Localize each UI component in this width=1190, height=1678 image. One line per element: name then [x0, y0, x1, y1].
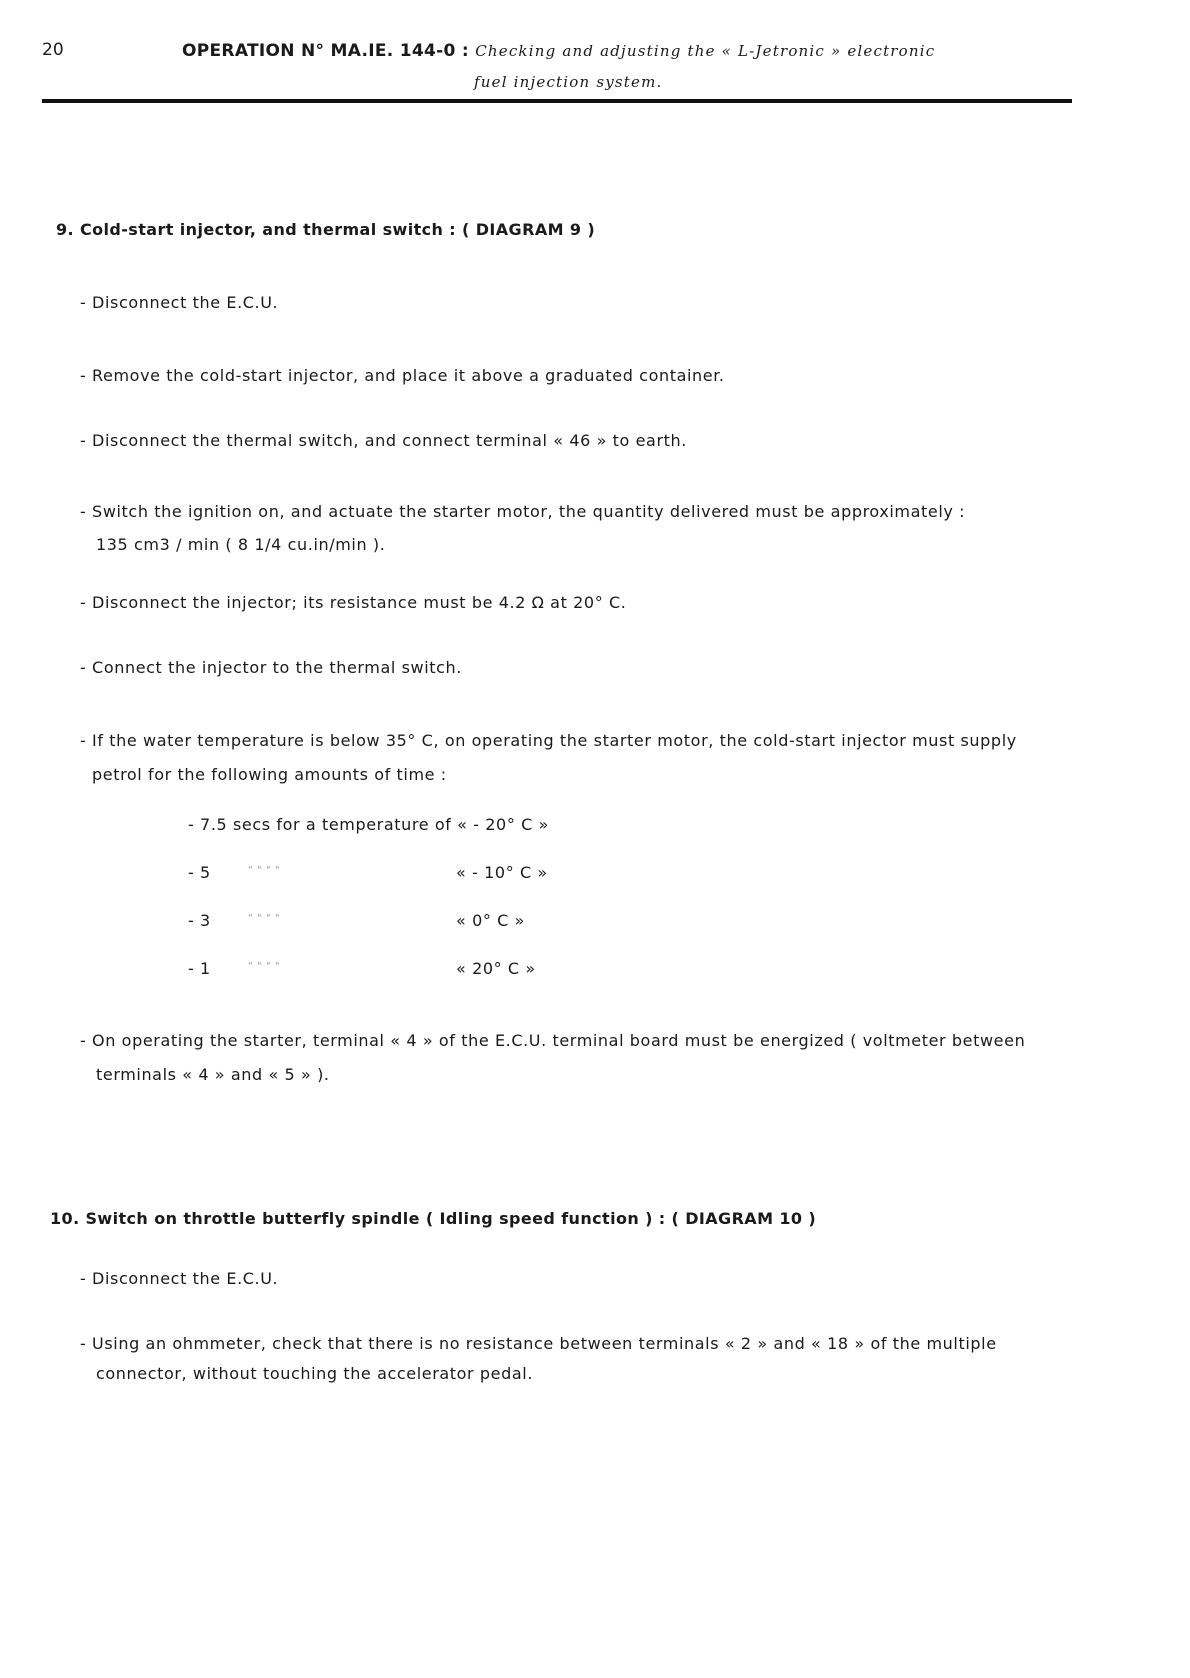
step-disconnect-ecu: - Disconnect the E.C.U. [80, 293, 279, 312]
timing-time: - 1 [188, 959, 211, 978]
step-disconnect-thermal-switch: - Disconnect the thermal switch, and connect terminal « 46 » to earth. [80, 431, 687, 450]
step-switch-ignition: - Switch the ignition on, and actuate the starter motor, the quantity delivered must be approximately : [80, 502, 966, 521]
timing-temperature: « - 10° C » [456, 863, 548, 882]
step-ecu-terminal-cont: terminals « 4 » and « 5 » ). [96, 1065, 330, 1084]
step-ohmmeter-check-cont: connector, without touching the accelerator pedal. [96, 1364, 533, 1383]
step-connect-injector: - Connect the injector to the thermal switch. [80, 658, 462, 677]
section-10-heading: 10. Switch on throttle butterfly spindle ( Idling speed function ) : ( DIAGRAM 10 ) [50, 1209, 817, 1228]
operation-code: OPERATION N° MA.IE. 144-0 [182, 41, 456, 61]
step-water-temperature-cont: petrol for the following amounts of time : [92, 765, 447, 784]
ditto-marks: " " " " [248, 865, 281, 876]
header-rule [42, 99, 1072, 103]
step-injector-resistance: - Disconnect the injector; its resistance must be 4.2 Ω at 20° C. [80, 593, 627, 612]
timing-time: - 5 [188, 863, 211, 882]
section-9-heading: 9. Cold-start injector, and thermal switch : ( DIAGRAM 9 ) [56, 220, 596, 239]
timing-time: - 3 [188, 911, 211, 930]
step-ecu-terminal: - On operating the starter, terminal « 4 » of the E.C.U. terminal board must be energized ( voltmeter between [80, 1031, 1026, 1050]
timing-temperature: « 20° C » [456, 959, 536, 978]
step-remove-injector: - Remove the cold-start injector, and place it above a graduated container. [80, 366, 725, 385]
subtitle-line-2: fuel injection system. [474, 73, 663, 91]
step-quantity-value: 135 cm3 / min ( 8 1/4 cu.in/min ). [96, 535, 386, 554]
step-disconnect-ecu-2: - Disconnect the E.C.U. [80, 1269, 279, 1288]
title-separator: : [461, 41, 469, 61]
timing-text: - 7.5 secs for a temperature of « - 20° C » [188, 815, 549, 834]
subtitle-line-1: Checking and adjusting the « L-Jetronic » electronic [475, 42, 936, 60]
ditto-marks: " " " " [248, 961, 281, 972]
ditto-marks: " " " " [248, 913, 281, 924]
timing-temperature: « 0° C » [456, 911, 525, 930]
operation-title [182, 41, 935, 61]
step-ohmmeter-check: - Using an ohmmeter, check that there is no resistance between terminals « 2 » and « 18 » of the multiple [80, 1334, 997, 1353]
page-number: 20 [42, 40, 64, 60]
step-water-temperature: - If the water temperature is below 35° C, on operating the starter motor, the cold-start injector must supply [80, 731, 1017, 750]
